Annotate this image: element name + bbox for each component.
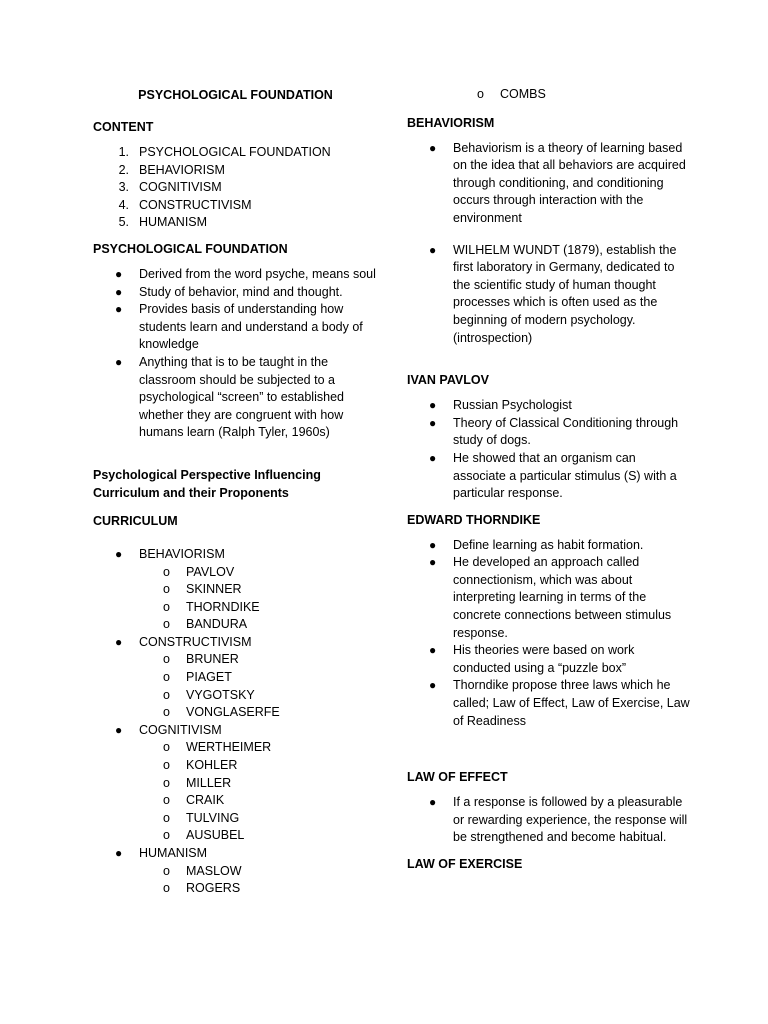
list-item: o MASLOW bbox=[93, 863, 378, 881]
circle-bullet-icon: o bbox=[163, 810, 170, 825]
list-item: o VONGLASERFE bbox=[93, 704, 378, 722]
circle-bullet-icon: o bbox=[163, 828, 170, 843]
bullet-icon: ● bbox=[115, 302, 123, 317]
pavlov-list bbox=[407, 397, 692, 503]
list-item: 1. PSYCHOLOGICAL FOUNDATION bbox=[118, 145, 331, 159]
list-item: ● WILHELM WUNDT (1879), establish the first laboratory in Germany, dedicated to the scientific study of human thought processes which is often used as the beginning of modern psychology. (introspection) bbox=[429, 242, 677, 345]
behaviorism-heading: BEHAVIORISM bbox=[407, 115, 495, 130]
list-item: o AUSUBEL bbox=[93, 827, 378, 845]
circle-bullet-icon: o bbox=[477, 87, 484, 101]
bullet-icon: ● bbox=[115, 634, 123, 649]
bullet-icon: ● bbox=[429, 537, 437, 552]
circle-bullet-icon: o bbox=[163, 617, 170, 632]
circle-bullet-icon: o bbox=[163, 881, 170, 896]
list-item: 4. CONSTRUCTIVISM bbox=[118, 197, 252, 212]
circle-bullet-icon: o bbox=[163, 670, 170, 685]
law-of-exercise-heading: LAW OF EXERCISE bbox=[407, 857, 523, 871]
list-item: o KOHLER bbox=[93, 757, 378, 775]
circle-bullet-icon: o bbox=[163, 775, 170, 790]
bullet-icon: ● bbox=[115, 284, 123, 299]
list-item: ● Theory of Classical Conditioning through study of dogs. bbox=[429, 415, 679, 448]
list-item: ● Thorndike propose three laws which he called; Law of Effect, Law of Exercise, Law of Readiness bbox=[429, 678, 690, 728]
list-item: o CRAIK bbox=[93, 792, 378, 810]
content-list bbox=[93, 144, 378, 232]
circle-bullet-icon: o bbox=[163, 793, 170, 808]
list-item: 2. BEHAVIORISM bbox=[118, 162, 225, 177]
list-item: ● If a response is followed by a pleasurable or rewarding experience, the response will be strengthened and become habitual. bbox=[429, 795, 688, 845]
curriculum-heading: CURRICULUM bbox=[93, 513, 178, 528]
list-item: ● Derived from the word psyche, means soul bbox=[93, 266, 378, 284]
list-item: ● CONSTRUCTIVISM bbox=[93, 634, 378, 652]
list-item: o BRUNER bbox=[93, 651, 378, 669]
ivan-pavlov-heading: IVAN PAVLOV bbox=[407, 373, 489, 388]
left-column bbox=[93, 86, 378, 906]
list-item: ● He showed that an organism can associate a particular stimulus (S) with a particular response. bbox=[429, 450, 677, 501]
circle-bullet-icon: o bbox=[163, 687, 170, 702]
list-item: o BANDURA bbox=[93, 616, 378, 634]
bullet-icon: ● bbox=[115, 546, 123, 561]
bullet-icon: ● bbox=[429, 555, 437, 570]
list-item: o MILLER bbox=[93, 775, 378, 793]
right-column bbox=[407, 86, 692, 881]
list-item: o PIAGET bbox=[93, 669, 378, 687]
list-item: ● Study of behavior, mind and thought. bbox=[93, 284, 378, 302]
behaviorism-list bbox=[407, 140, 692, 348]
perspective-heading: Psychological Perspective Influencing Curriculum and their Proponents bbox=[93, 467, 321, 500]
list-item: ● BEHAVIORISM bbox=[93, 546, 378, 564]
circle-bullet-icon: o bbox=[163, 740, 170, 755]
list-item: o TULVING bbox=[93, 810, 378, 828]
psychological-foundation-list bbox=[93, 266, 378, 442]
bullet-icon: ● bbox=[115, 266, 123, 281]
bullet-icon: ● bbox=[429, 398, 437, 413]
list-item: ● Provides basis of understanding how students learn and understand a body of knowledge bbox=[115, 302, 363, 352]
circle-bullet-icon: o bbox=[163, 599, 170, 614]
list-item: o ROGERS bbox=[93, 880, 378, 898]
list-item: ● HUMANISM bbox=[93, 845, 378, 863]
bullet-icon: ● bbox=[115, 354, 123, 369]
curriculum-list bbox=[93, 546, 378, 898]
circle-bullet-icon: o bbox=[163, 564, 170, 579]
law-of-effect-heading: LAW OF EFFECT bbox=[407, 770, 508, 785]
content-heading: CONTENT bbox=[93, 120, 154, 134]
bullet-icon: ● bbox=[429, 415, 437, 430]
document-title: PSYCHOLOGICAL FOUNDATION bbox=[138, 88, 333, 102]
list-item: ● Behaviorism is a theory of learning based on the idea that all behaviors are acquired through conditioning, and conditioning occurs through interaction with the environment bbox=[429, 140, 686, 225]
circle-bullet-icon: o bbox=[163, 705, 170, 720]
list-item: ● Anything that is to be taught in the classroom should be subjected to a psychological “screen” to established whether they are congruent with how humans learn (Ralph Tyler, 1960s) bbox=[115, 354, 344, 440]
bullet-icon: ● bbox=[429, 795, 437, 810]
list-item: o SKINNER bbox=[93, 581, 378, 599]
list-item: ● His theories were based on work conducted using a “puzzle box” bbox=[429, 643, 635, 675]
list-item: ● Define learning as habit formation. bbox=[407, 537, 692, 555]
circle-bullet-icon: o bbox=[163, 758, 170, 773]
list-item: o THORNDIKE bbox=[93, 599, 378, 617]
list-item: ● Russian Psychologist bbox=[407, 397, 692, 415]
list-item: 3. COGNITIVISM bbox=[118, 180, 222, 195]
bullet-icon: ● bbox=[115, 722, 123, 737]
carryover-list bbox=[407, 86, 692, 104]
bullet-icon: ● bbox=[429, 140, 437, 155]
law-of-effect-list bbox=[407, 794, 692, 847]
bullet-icon: ● bbox=[429, 678, 437, 693]
list-item: o WERTHEIMER bbox=[93, 739, 378, 757]
list-item: ● COGNITIVISM bbox=[93, 722, 378, 740]
circle-bullet-icon: o bbox=[163, 582, 170, 597]
circle-bullet-icon: o bbox=[163, 863, 170, 878]
circle-bullet-icon: o bbox=[163, 652, 170, 667]
bullet-icon: ● bbox=[429, 242, 437, 257]
list-item: o PAVLOV bbox=[93, 564, 378, 582]
list-item: o COMBS bbox=[407, 86, 692, 104]
bullet-icon: ● bbox=[429, 450, 437, 465]
edward-thorndike-heading: EDWARD THORNDIKE bbox=[407, 512, 541, 527]
list-item: o VYGOTSKY bbox=[93, 687, 378, 705]
list-item: 5. HUMANISM bbox=[118, 215, 208, 230]
bullet-icon: ● bbox=[429, 643, 437, 658]
list-item: ● He developed an approach called connectionism, which was about interpreting learning in terms of the concrete connections between stimulus response. bbox=[429, 555, 672, 640]
thorndike-list bbox=[407, 537, 692, 731]
bullet-icon: ● bbox=[115, 846, 123, 860]
psychological-foundation-heading: PSYCHOLOGICAL FOUNDATION bbox=[93, 241, 288, 256]
